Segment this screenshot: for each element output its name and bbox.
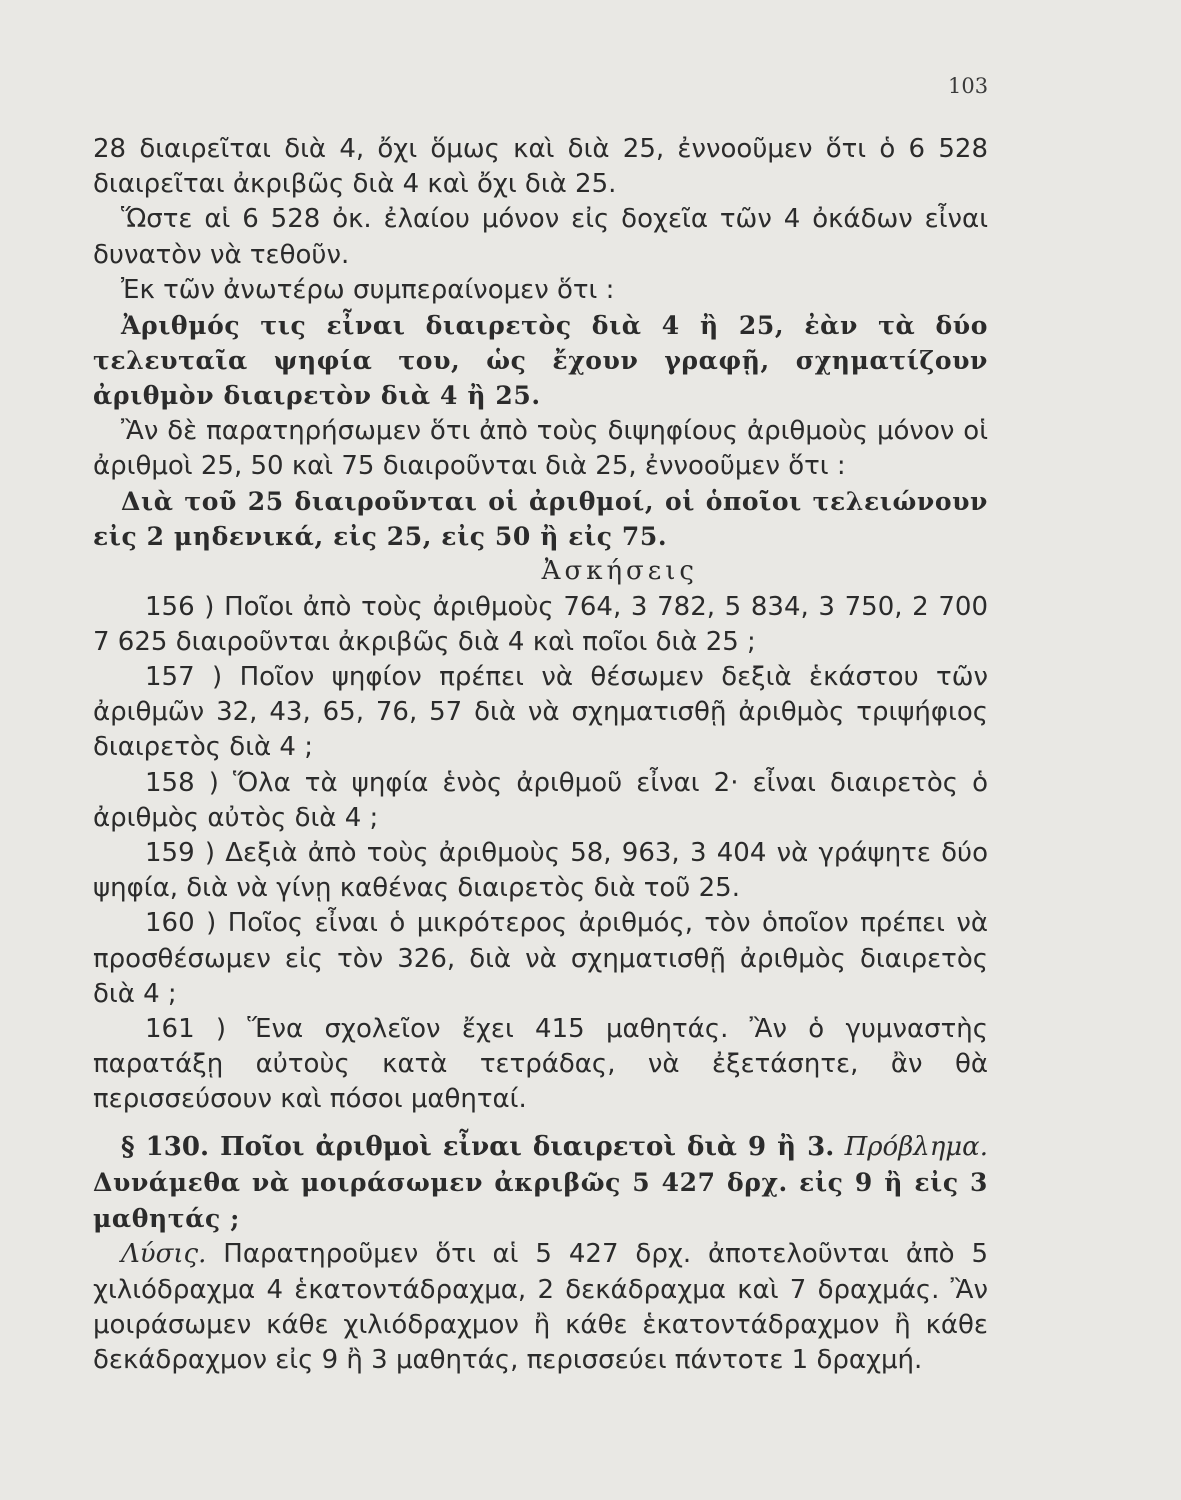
page-number: 103 — [948, 74, 989, 98]
exercise-item: 156 ) Ποῖοι ἀπὸ τοὺς ἀριθμοὺς 764, 3 782, 5 834, 3 750, 2 700 7 625 διαιροῦνται ἀκριβῶς διὰ 4 καὶ ποῖοι διὰ 25 ; — [93, 591, 988, 657]
paragraph: Ἂν δὲ παρατηρήσωμεν ὅτι ἀπὸ τοὺς διψηφίους ἀριθμοὺς μόνον οἱ ἀριθμοὶ 25, 50 καὶ 75 διαιροῦνται διὰ 25, ἐννοοῦμεν ὅτι : — [93, 415, 988, 481]
page-body — [93, 132, 988, 1378]
exercise-item: 161 ) Ἕνα σχολεῖον ἔχει 415 μαθητάς. Ἂν ὁ γυμναστὴς παρατάξῃ αὐτοὺς κατὰ τετράδας, νὰ ἐξετάσητε, ἂν θὰ περισσεύσουν καὶ πόσοι μαθηταί. — [93, 1014, 988, 1115]
exercise-item: 159 ) Δεξιὰ ἀπὸ τοὺς ἀριθμοὺς 58, 963, 3 404 νὰ γράψητε δύο ψηφία, διὰ νὰ γίνῃ καθένας διαιρετὸς διὰ τοῦ 25. — [93, 838, 988, 904]
paragraph: 28 διαιρεῖται διὰ 4, ὄχι ὅμως καὶ διὰ 25, ἐννοοῦμεν ὅτι ὁ 6 528 διαιρεῖται ἀκριβῶς διὰ 4 καὶ ὄχι διὰ 25. — [93, 134, 988, 200]
problem-label: Πρόβλημα. — [844, 1131, 988, 1162]
problem-text: Δυνάμεθα νὰ μοιράσωμεν ἀκριβῶς 5 427 δρχ. εἰς 9 ἢ εἰς 3 μαθητάς ; — [93, 1167, 988, 1234]
exercise-item: 160 ) Ποῖος εἶναι ὁ μικρότερος ἀριθμός, τὸν ὁποῖον πρέπει νὰ προσθέσωμεν εἰς τὸν 326, διὰ νὰ σχηματισθῇ ἀριθμὸς διαιρετὸς διὰ 4 ; — [93, 908, 988, 1009]
section-paragraph — [93, 1130, 988, 1238]
exercise-item: 157 ) Ποῖον ψηφίον πρέπει νὰ θέσωμεν δεξιὰ ἑκάστου τῶν ἀριθμῶν 32, 43, 65, 76, 57 διὰ νὰ σχηματισθῇ ἀριθμὸς τριψήφιος διαιρετὸς διὰ 4 ; — [93, 662, 988, 763]
solution-text: Παρατηροῦμεν ὅτι αἱ 5 427 δρχ. ἀποτελοῦνται ἀπὸ 5 χιλιόδραχμα 4 ἑκατοντάδραχμα, 2 δεκάδραχμα καὶ 7 δραχμάς. Ἂν μοιράσωμεν κάθε χιλιόδραχμον ἢ κάθε ἑκατοντάδραχμον ἢ κάθε δεκάδραχμον εἰς 9 ἢ 3 μαθητάς, περισσεύει πάντοτε 1 δραχμή. — [93, 1239, 988, 1375]
section-heading: § 130. Ποῖοι ἀριθμοὶ εἶναι διαιρετοὶ διὰ 9 ἢ 3. — [121, 1131, 835, 1162]
paragraph: Ὥστε αἱ 6 528 ὀκ. ἐλαίου μόνον εἰς δοχεῖα τῶν 4 ὀκάδων εἶναι δυνατὸν νὰ τεθοῦν. — [93, 204, 988, 270]
exercise-item: 158 ) Ὅλα τὰ ψηφία ἑνὸς ἀριθμοῦ εἶναι 2· εἶναι διαιρετὸς ὁ ἀριθμὸς αὐτὸς διὰ 4 ; — [93, 767, 988, 833]
paragraph: Ἐκ τῶν ἀνωτέρω συμπεραίνομεν ὅτι : — [121, 274, 615, 305]
solution-label: Λύσις. — [121, 1239, 207, 1270]
solution-paragraph — [93, 1237, 988, 1378]
rule-statement: Διὰ τοῦ 25 διαιροῦνται οἱ ἀριθμοί, οἱ ὁποῖοι τελειώνουν εἰς 2 μηδενικά, εἰς 25, εἰς 50 ἢ εἰς 75. — [93, 487, 988, 552]
rule-statement: Ἀριθμός τις εἶναι διαιρετὸς διὰ 4 ἢ 25, ἐὰν τὰ δύο τελευταῖα ψηφία του, ὡς ἔχουν γραφῇ, σχηματίζουν ἀριθμὸν διαιρετὸν διὰ 4 ἢ 25. — [93, 311, 988, 411]
exercises-heading: Ἀσκήσεις — [541, 556, 698, 587]
